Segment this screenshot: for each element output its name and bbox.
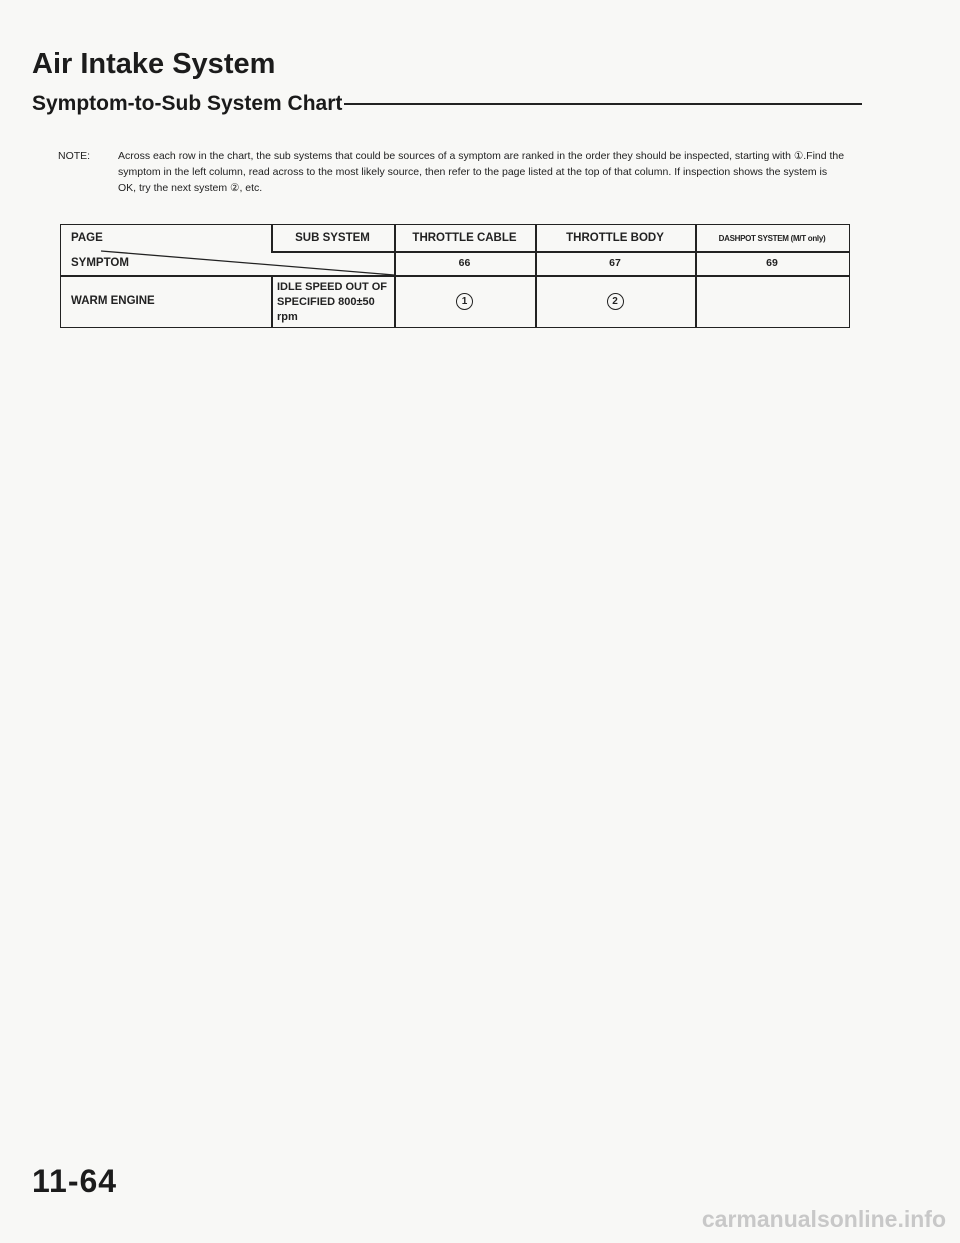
page-number-throttle-cable: 66 [458, 257, 471, 269]
rank-cell-throttle-cable [394, 275, 535, 327]
column-header-throttle-cable: THROTTLE CABLE [412, 232, 517, 244]
symptom-chart-table [60, 224, 850, 328]
page-title: Air Intake System [32, 48, 276, 80]
symptom-header-label: SYMPTOM [71, 257, 129, 269]
rank-cell-throttle-body [535, 275, 695, 327]
watermark: carmanualsonline.info [701, 1206, 946, 1232]
rank-2-icon: 2 [607, 293, 624, 310]
note-text: Across each row in the chart, the sub systems that could be sources of a symptom are ranked in the order they should be inspected, starting with ①.Find the symptom in the left column, read across to the most likely source, then refer to the page listed at the top of that column. If inspection shows the system is OK, try the next system ②, etc. [118, 150, 845, 194]
section-title: Symptom-to-Sub System Chart [32, 92, 343, 115]
page-number: 11-64 [32, 1163, 118, 1199]
note-block [58, 148, 848, 196]
subsystem-header-label: SUB SYSTEM [295, 232, 370, 244]
page-number-throttle-body: 67 [609, 257, 621, 269]
rank-1-icon: 1 [456, 293, 473, 310]
condition-label: WARM ENGINE [71, 294, 155, 307]
page-number-dashpot-system: 69 [766, 257, 778, 269]
table-divider [271, 275, 273, 327]
rank-cell-dashpot-system [695, 275, 849, 327]
section-header [32, 92, 862, 116]
page-header-label: PAGE [71, 232, 103, 244]
column-header-throttle-body: THROTTLE BODY [566, 232, 664, 244]
column-header-dashpot-system: DASHPOT SYSTEM (M/T only) [718, 233, 826, 243]
symptom-label: IDLE SPEED OUT OF SPECIFIED 800±50 rpm [277, 280, 388, 323]
note-label: NOTE: [58, 150, 91, 162]
section-rule [344, 103, 862, 105]
